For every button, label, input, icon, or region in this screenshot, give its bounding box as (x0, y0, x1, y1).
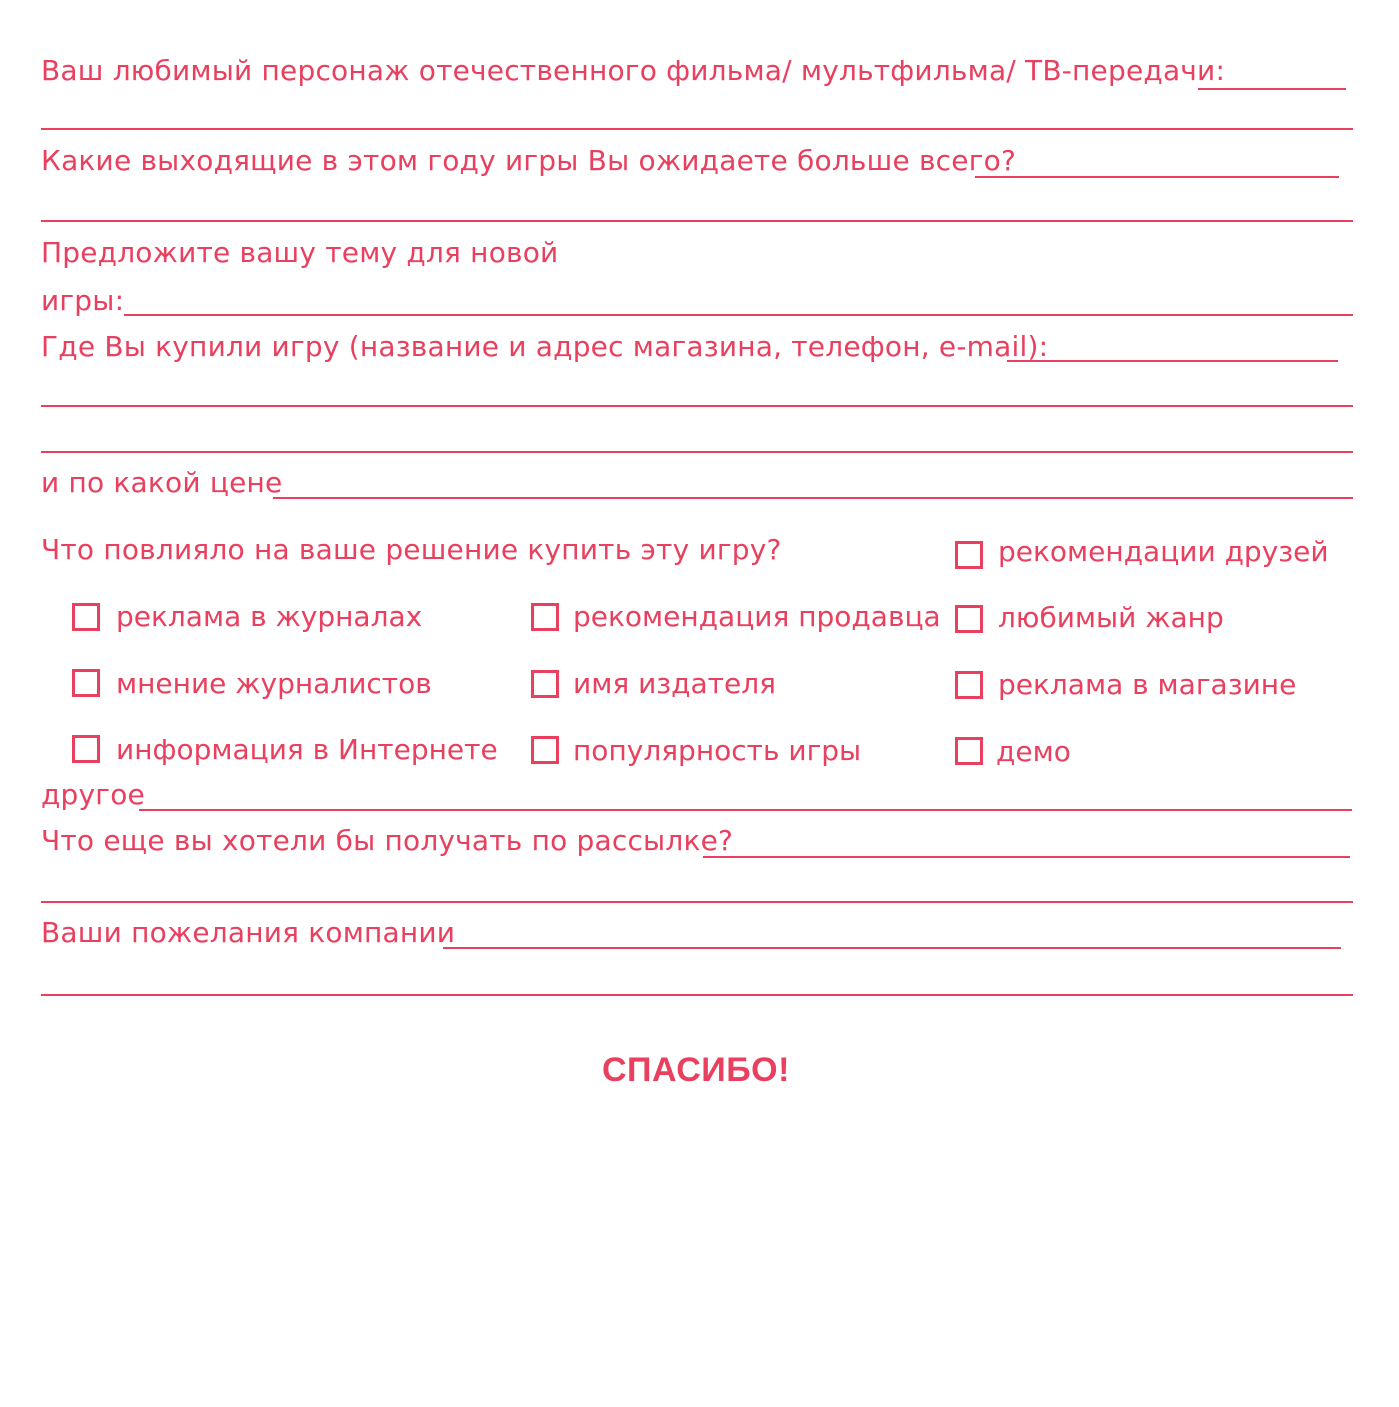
checkbox-seller-recommendation[interactable] (531, 603, 559, 631)
checkbox-publisher-name[interactable] (531, 670, 559, 698)
checkbox-demo[interactable] (955, 737, 983, 765)
option-label-demo: демо (996, 735, 1071, 768)
answer-line-where-bought-3[interactable] (41, 451, 1353, 453)
question-suggest-theme-cont: игры: (41, 284, 125, 317)
question-influence: Что повлияло на ваше решение купить эту игру? (41, 533, 782, 566)
option-label-seller-recommendation: рекомендация продавца (573, 600, 941, 633)
checkbox-store-ads[interactable] (955, 671, 983, 699)
answer-line-where-bought[interactable] (1007, 360, 1338, 362)
question-where-bought: Где Вы купили игру (название и адрес магазина, телефон, e-mail): (41, 330, 1049, 363)
option-label-internet-info: информация в Интернете (116, 733, 498, 766)
answer-line-suggest-theme[interactable] (124, 314, 1353, 316)
answer-line-favorite-character[interactable] (1198, 88, 1346, 90)
answer-line-expected-games-2[interactable] (41, 220, 1353, 222)
answer-line-price[interactable] (273, 497, 1353, 499)
answer-line-wishes[interactable] (443, 947, 1341, 949)
question-favorite-character: Ваш любимый персонаж отечественного фильма/ мультфильма/ ТВ-передачи: (41, 54, 1226, 87)
option-label-friends-recommendation: рекомендации друзей (998, 535, 1329, 568)
checkbox-favorite-genre[interactable] (955, 605, 983, 633)
thanks-heading: СПАСИБО! (602, 1051, 790, 1089)
option-label-journalists-opinion: мнение журналистов (116, 667, 432, 700)
checkbox-friends-recommendation[interactable] (955, 541, 983, 569)
question-expected-games: Какие выходящие в этом году игры Вы ожидаете больше всего? (41, 144, 1017, 177)
question-suggest-theme: Предложите вашу тему для новой (41, 236, 559, 269)
checkbox-game-popularity[interactable] (531, 736, 559, 764)
option-label-publisher-name: имя издателя (573, 667, 776, 700)
checkbox-journalists-opinion[interactable] (72, 669, 100, 697)
option-label-magazine-ads: реклама в журналах (116, 600, 423, 633)
option-label-store-ads: реклама в магазине (998, 668, 1297, 701)
answer-line-expected-games[interactable] (975, 176, 1339, 178)
checkbox-magazine-ads[interactable] (72, 603, 100, 631)
question-price: и по какой цене (41, 466, 283, 499)
option-label-favorite-genre: любимый жанр (998, 601, 1224, 634)
question-mailing: Что еще вы хотели бы получать по рассылке? (41, 824, 734, 857)
answer-line-mailing-2[interactable] (41, 901, 1353, 903)
answer-line-favorite-character-2[interactable] (41, 128, 1353, 130)
question-wishes: Ваши пожелания компании (41, 916, 456, 949)
option-label-game-popularity: популярность игры (573, 734, 862, 767)
question-other: другое (41, 778, 145, 811)
answer-line-wishes-2[interactable] (41, 994, 1353, 996)
checkbox-internet-info[interactable] (72, 735, 100, 763)
answer-line-mailing[interactable] (703, 856, 1350, 858)
answer-line-where-bought-2[interactable] (41, 405, 1353, 407)
answer-line-other[interactable] (139, 809, 1352, 811)
